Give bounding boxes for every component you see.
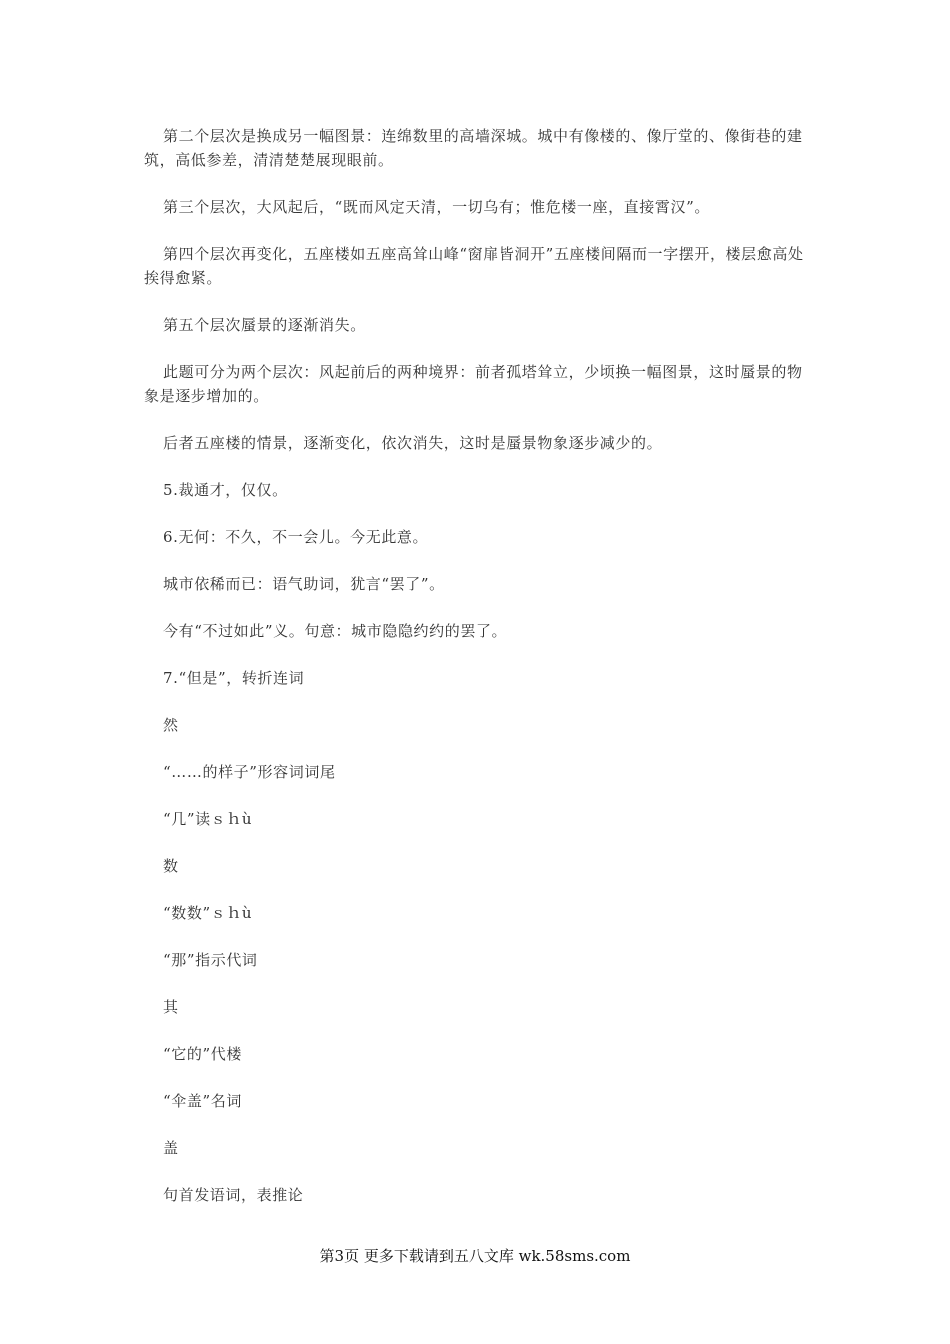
paragraph-14: “几”读ｓｈù — [163, 810, 253, 828]
paragraph-7: 5.裁通才，仅仅。 — [163, 481, 288, 499]
paragraph-20: “伞盖”名词 — [163, 1092, 242, 1110]
paragraph-17: “那”指示代词 — [163, 951, 258, 969]
paragraph-12: 然 — [163, 716, 179, 734]
paragraph-3: 第四个层次再变化，五座楼如五座高耸山峰“窗扉皆洞开”五座楼间隔而一字摆开，楼层愈高处挨得愈紧。 — [144, 245, 804, 287]
paragraph-6: 后者五座楼的情景，逐渐变化，依次消失，这时是蜃景物象逐步减少的。 — [163, 434, 663, 452]
paragraph-22: 句首发语词，表推论 — [163, 1186, 304, 1204]
paragraph-16: “数数”ｓｈù — [163, 904, 253, 922]
paragraph-13: “……的样子”形容词词尾 — [163, 763, 336, 781]
paragraph-10: 今有“不过如此”义。句意：城市隐隐约约的罢了。 — [163, 622, 508, 640]
paragraph-15: 数 — [163, 857, 179, 875]
paragraph-19: “它的”代楼 — [163, 1045, 242, 1063]
paragraph-2: 第三个层次，大风起后，“既而风定天清，一切乌有；惟危楼一座，直接霄汉”。 — [163, 198, 710, 216]
paragraph-18: 其 — [163, 998, 179, 1016]
page-footer: 第3页 更多下载请到五八文库 wk.58sms.com — [319, 1247, 631, 1265]
paragraph-4: 第五个层次蜃景的逐渐消失。 — [163, 316, 366, 334]
paragraph-1: 第二个层次是换成另一幅图景：连绵数里的高墙深城。城中有像楼的、像厅堂的、像街巷的建筑，高低参差，清清楚楚展现眼前。 — [144, 127, 803, 169]
paragraph-5: 此题可分为两个层次：风起前后的两种境界：前者孤塔耸立，少顷换一幅图景，这时蜃景的物象是逐步增加的。 — [144, 363, 803, 405]
paragraph-8: 6.无何：不久，不一会儿。今无此意。 — [163, 528, 429, 546]
paragraph-21: 盖 — [163, 1139, 179, 1157]
paragraph-9: 城市依稀而已：语气助词，犹言“罢了”。 — [163, 575, 445, 593]
document-body — [144, 124, 804, 1230]
paragraph-11: 7.“但是”，转折连词 — [163, 669, 305, 687]
